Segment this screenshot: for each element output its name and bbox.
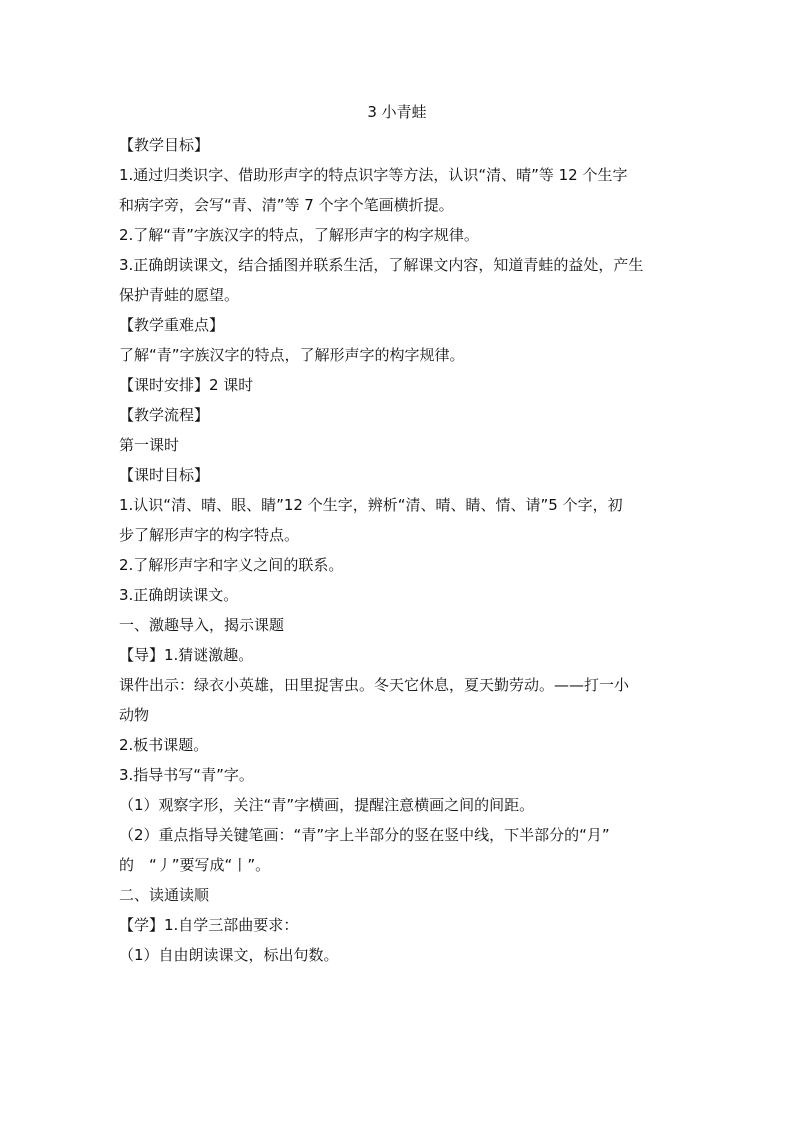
writing-point-1: （1）观察字形，关注“青”字横画，提醒注意横画之间的间距。 [119, 796, 535, 814]
lesson-goal-1-line-1: 1.认识“清、晴、眼、睛”12 个生字，辨析“清、晴、睛、情、请”5 个字，初 [119, 496, 623, 514]
step-guide-writing: 3.指导书写“青”字。 [119, 766, 254, 784]
riddle-text-line-1: 课件出示：绿衣小英雄，田里捉害虫。冬天它休息，夏天勤劳动。——打一小 [119, 676, 630, 694]
goal-2: 2.了解“青”字族汉字的特点，了解形声字的构字规律。 [119, 226, 479, 244]
goal-3-line-2: 保护青蛙的愿望。 [119, 286, 240, 304]
study-requirement-1: （1）自由朗读课文，标出句数。 [119, 946, 339, 964]
document-body [119, 130, 679, 970]
heading-lesson-goals: 【课时目标】 [119, 466, 210, 484]
goal-3-line-1: 3.正确朗读课文，结合插图并联系生活，了解课文内容，知道青蛙的益处，产生 [119, 256, 644, 274]
step-board-title: 2.板书课题。 [119, 736, 209, 754]
document-title: 3 小青蛙 [367, 103, 427, 121]
heading-teaching-goals: 【教学目标】 [119, 136, 210, 154]
lesson-goal-1-line-2: 步了解形声字的构字特点。 [119, 526, 300, 544]
study-requirements: 【学】1.自学三部曲要求： [119, 916, 299, 934]
heading-key-difficulties: 【教学重难点】 [119, 316, 225, 334]
key-difficulties-text: 了解“青”字族汉字的特点，了解形声字的构字规律。 [119, 346, 465, 364]
heading-teaching-process: 【教学流程】 [119, 406, 210, 424]
guide-riddle: 【导】1.猜谜激趣。 [119, 646, 254, 664]
section-1-heading: 一、激趣导入，揭示课题 [119, 616, 285, 634]
riddle-text-line-2: 动物 [119, 706, 150, 724]
goal-1-line-1: 1.通过归类识字、借助形声字的特点识字等方法，认识“清、晴”等 12 个生字 [119, 166, 628, 184]
first-lesson-label: 第一课时 [119, 436, 180, 454]
lesson-goal-3: 3.正确朗读课文。 [119, 586, 239, 604]
writing-point-2-line-2: 的 “丿”要写成“丨”。 [119, 856, 271, 874]
writing-point-2-line-1: （2）重点指导关键笔画：“青”字上半部分的竖在竖中线，下半部分的“月” [119, 826, 610, 844]
lesson-arrangement: 【课时安排】2 课时 [119, 376, 254, 394]
goal-1-line-2: 和病字旁，会写“青、清”等 7 个字个笔画横折提。 [119, 196, 454, 214]
lesson-goal-2: 2.了解形声字和字义之间的联系。 [119, 556, 344, 574]
section-2-heading: 二、读通读顺 [119, 886, 210, 904]
